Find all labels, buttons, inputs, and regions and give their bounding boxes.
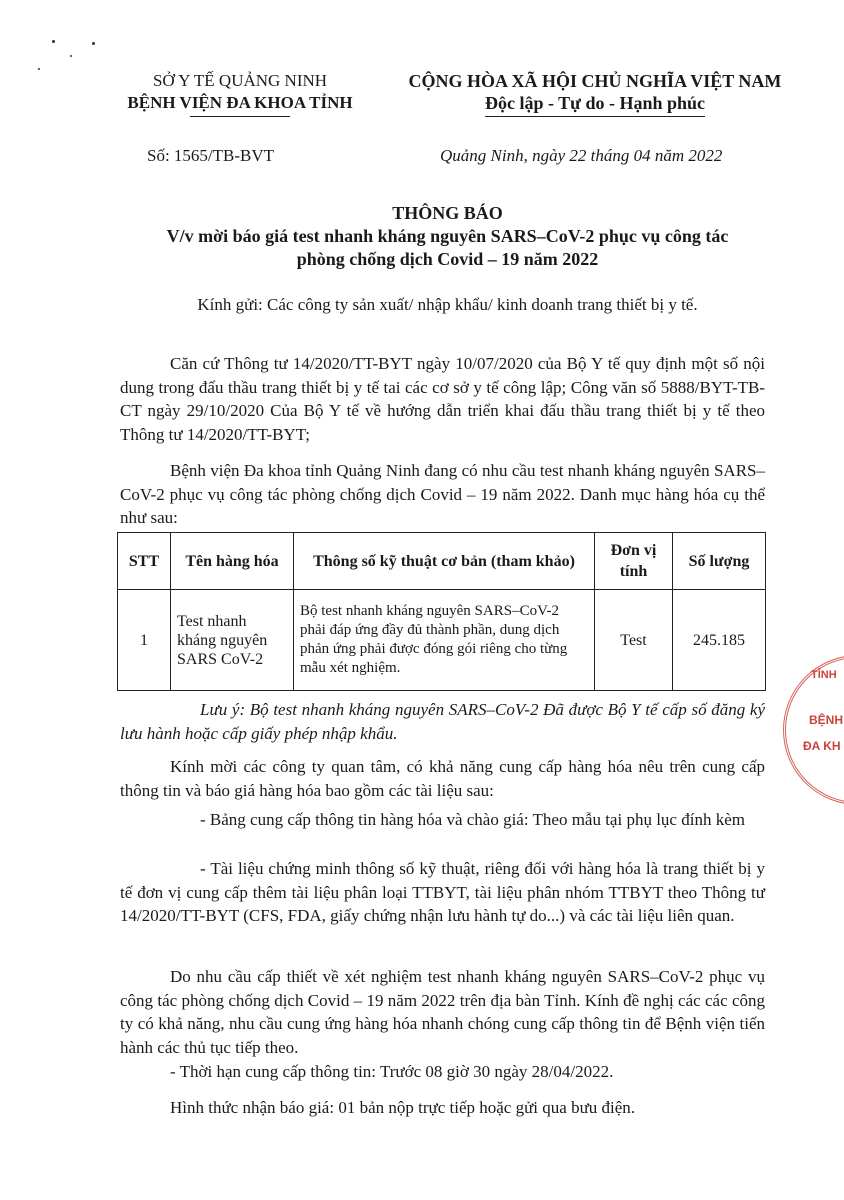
- place-date: Quảng Ninh, ngày 22 tháng 04 năm 2022: [440, 146, 723, 165]
- scan-speck: [52, 40, 55, 43]
- table-header-row: [118, 533, 766, 590]
- seal-text-top: TỈNH: [811, 669, 837, 681]
- motto-underline: [485, 116, 705, 117]
- national-title: CỘNG HÒA XÃ HỘI CHỦ NGHĨA VIỆT NAM: [408, 71, 782, 91]
- cell-stt: 1: [118, 590, 171, 691]
- scan-speck: [70, 55, 72, 57]
- scan-speck: [92, 42, 95, 45]
- deadline-line: - Thời hạn cung cấp thông tin: Trước 08 giờ 30 ngày 28/04/2022.: [170, 1062, 614, 1081]
- header-unit: Đơn vị tính: [595, 533, 673, 590]
- issuer-department: SỞ Y TẾ QUẢNG NINH: [152, 71, 328, 90]
- note-paragraph: Lưu ý: Bộ test nhanh kháng nguyên SARS–CoV-2 Đã được Bộ Y tế cấp số đăng ký lưu hành hoặc cấp giấy phép nhập khẩu.: [120, 700, 765, 743]
- national-motto: Độc lập - Tự do - Hạnh phúc: [484, 93, 706, 113]
- needs-paragraph: Bệnh viện Đa khoa tỉnh Quảng Ninh đang có nhu cầu test nhanh kháng nguyên SARS–CoV-2 phục vụ công tác phòng chống dịch Covid – 19 năm 2022. Danh mục hàng hóa cụ thể như sau:: [120, 461, 765, 527]
- document-title-block: [100, 202, 795, 271]
- invitation-paragraph: Kính mời các công ty quan tâm, có khả năng cung cấp hàng hóa nêu trên cung cấp thông tin và báo giá hàng hóa bao gồm các tài liệu sau:: [120, 757, 765, 800]
- cell-unit: Test: [595, 590, 673, 691]
- hospital-seal: [783, 655, 844, 805]
- document-subject-line2: phòng chống dịch Covid – 19 năm 2022: [296, 249, 599, 269]
- header-quantity: Số lượng: [673, 533, 766, 590]
- document-subject-line1: V/v mời báo giá test nhanh kháng nguyên SARS–CoV-2 phục vụ công tác: [166, 226, 729, 246]
- seal-text-mid2: ĐA KH: [803, 739, 841, 753]
- cell-quantity: 245.185: [673, 590, 766, 691]
- issuer-underline: [190, 116, 290, 117]
- issuer-hospital: BỆNH VIỆN ĐA KHOA TỈNH: [127, 93, 353, 112]
- recipient-line: Kính gửi: Các công ty sản xuất/ nhập khẩu/ kinh doanh trang thiết bị y tế.: [197, 295, 698, 314]
- seal-text-mid1: BỆNH: [809, 713, 844, 727]
- urgency-paragraph: Do nhu cầu cấp thiết về xét nghiệm test nhanh kháng nguyên SARS–CoV-2 phục vụ công tác phòng chống dịch Covid – 19 năm 2022 trên địa bàn Tỉnh. Kính đề nghị các các công ty có khả năng, nhu cầu cung ứng hàng hóa nhanh chóng cung cấp thông tin để Bệnh viện tiến hành các thủ tục tiếp theo.: [120, 967, 765, 1057]
- requirement-price-sheet: - Bảng cung cấp thông tin hàng hóa và chào giá: Theo mẫu tại phụ lục đính kèm: [200, 810, 745, 829]
- scan-speck: [38, 68, 40, 70]
- issuer-header: [95, 70, 385, 117]
- cell-item-name: Test nhanh kháng nguyên SARS CoV-2: [171, 590, 294, 691]
- requirement-documents: - Tài liệu chứng minh thông số kỹ thuật, riêng đối với hàng hóa là trang thiết bị y tế đơn vị cung cấp thêm tài liệu phân loại TTBYT, tài liệu phân nhóm TTBYT theo Thông tư 14/2020/TT-BYT (CFS, FDA, giấy chứng nhận lưu hành tự do...) và các tài liệu liên quan.: [120, 859, 765, 925]
- legal-basis-paragraph: Căn cứ Thông tư 14/2020/TT-BYT ngày 10/07/2020 của Bộ Y tế quy định một số nội dung trong đấu thầu trang thiết bị y tế tai các cơ sở y tế công lập; Công văn số 5888/BYT-TB-CT ngày 29/10/2020 Của Bộ Y tế về hướng dẫn triển khai đấu thầu trang thiết bị y tế theo Thông tư 14/2020/TT-BYT;: [120, 354, 765, 444]
- document-number: Số: 1565/TB-BVT: [147, 146, 275, 165]
- header-specs: Thông số kỹ thuật cơ bản (tham khảo): [294, 533, 595, 590]
- document-title: THÔNG BÁO: [392, 203, 503, 223]
- goods-table: [117, 532, 766, 691]
- submission-method-line: Hình thức nhận báo giá: 01 bản nộp trực tiếp hoặc gửi qua bưu điện.: [170, 1098, 636, 1117]
- header-item-name: Tên hàng hóa: [171, 533, 294, 590]
- national-header: [385, 70, 805, 117]
- header-stt: STT: [118, 533, 171, 590]
- cell-specs: Bộ test nhanh kháng nguyên SARS–CoV-2 phải đáp ứng đầy đủ thành phần, dung dịch phản ứng phải được đóng gói riêng cho từng mẫu xét nghiệm.: [294, 590, 595, 691]
- table-row: [118, 590, 766, 691]
